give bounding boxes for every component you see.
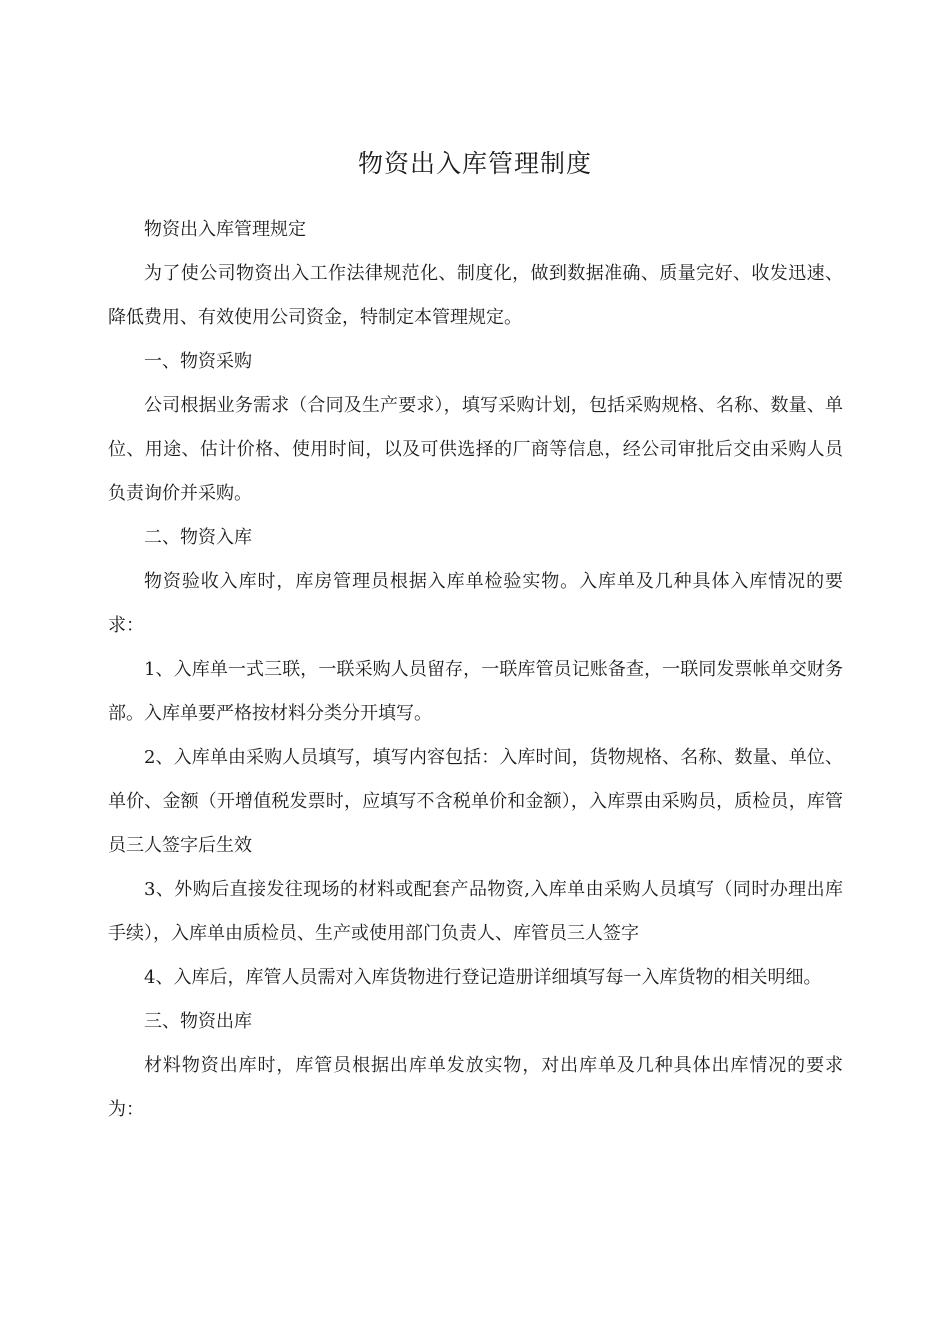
paragraph-intro: 为了使公司物资出入工作法律规范化、制度化，做到数据准确、质量完好、收发迅速、降低费用、有效使用公司资金，特制定本管理规定。	[108, 263, 843, 328]
list-item-inbound-2: 2、入库单由采购人员填写，填写内容包括：入库时间，货物规格、名称、数量、单位、单价、金额（开增值税发票时，应填写不含税单价和金额），入库票由采购员，质检员，库管员三人签字后生效	[108, 747, 843, 856]
section-heading-outbound: 三、物资出库	[144, 1011, 252, 1032]
document-title: 物资出入库管理制度	[357, 149, 592, 178]
paragraph-purchase: 公司根据业务需求（合同及生产要求），填写采购计划，包括采购规格、名称、数量、单位、用途、估计价格、使用时间，以及可供选择的厂商等信息，经公司审批后交由采购人员负责询价并采购。	[108, 395, 843, 504]
paragraph-subtitle: 物资出入库管理规定	[144, 219, 306, 240]
section-heading-purchase: 一、物资采购	[144, 351, 252, 372]
list-item-inbound-4: 4、入库后，库管人员需对入库货物进行登记造册详细填写每一入库货物的相关明细。	[144, 967, 822, 988]
paragraph-outbound: 材料物资出库时，库管员根据出库单发放实物，对出库单及几种具体出库情况的要求为：	[108, 1055, 843, 1120]
list-item-inbound-3: 3、外购后直接发往现场的材料或配套产品物资,入库单由采购人员填写（同时办理出库手续），入库单由质检员、生产或使用部门负责人、库管员三人签字	[108, 879, 843, 944]
section-heading-inbound: 二、物资入库	[144, 527, 252, 548]
list-item-inbound-1: 1、入库单一式三联，一联采购人员留存，一联库管员记账备查，一联同发票帐单交财务部。入库单要严格按材料分类分开填写。	[108, 659, 843, 724]
paragraph-inbound: 物资验收入库时，库房管理员根据入库单检验实物。入库单及几种具体入库情况的要求：	[108, 571, 843, 636]
document-body	[108, 208, 843, 1132]
